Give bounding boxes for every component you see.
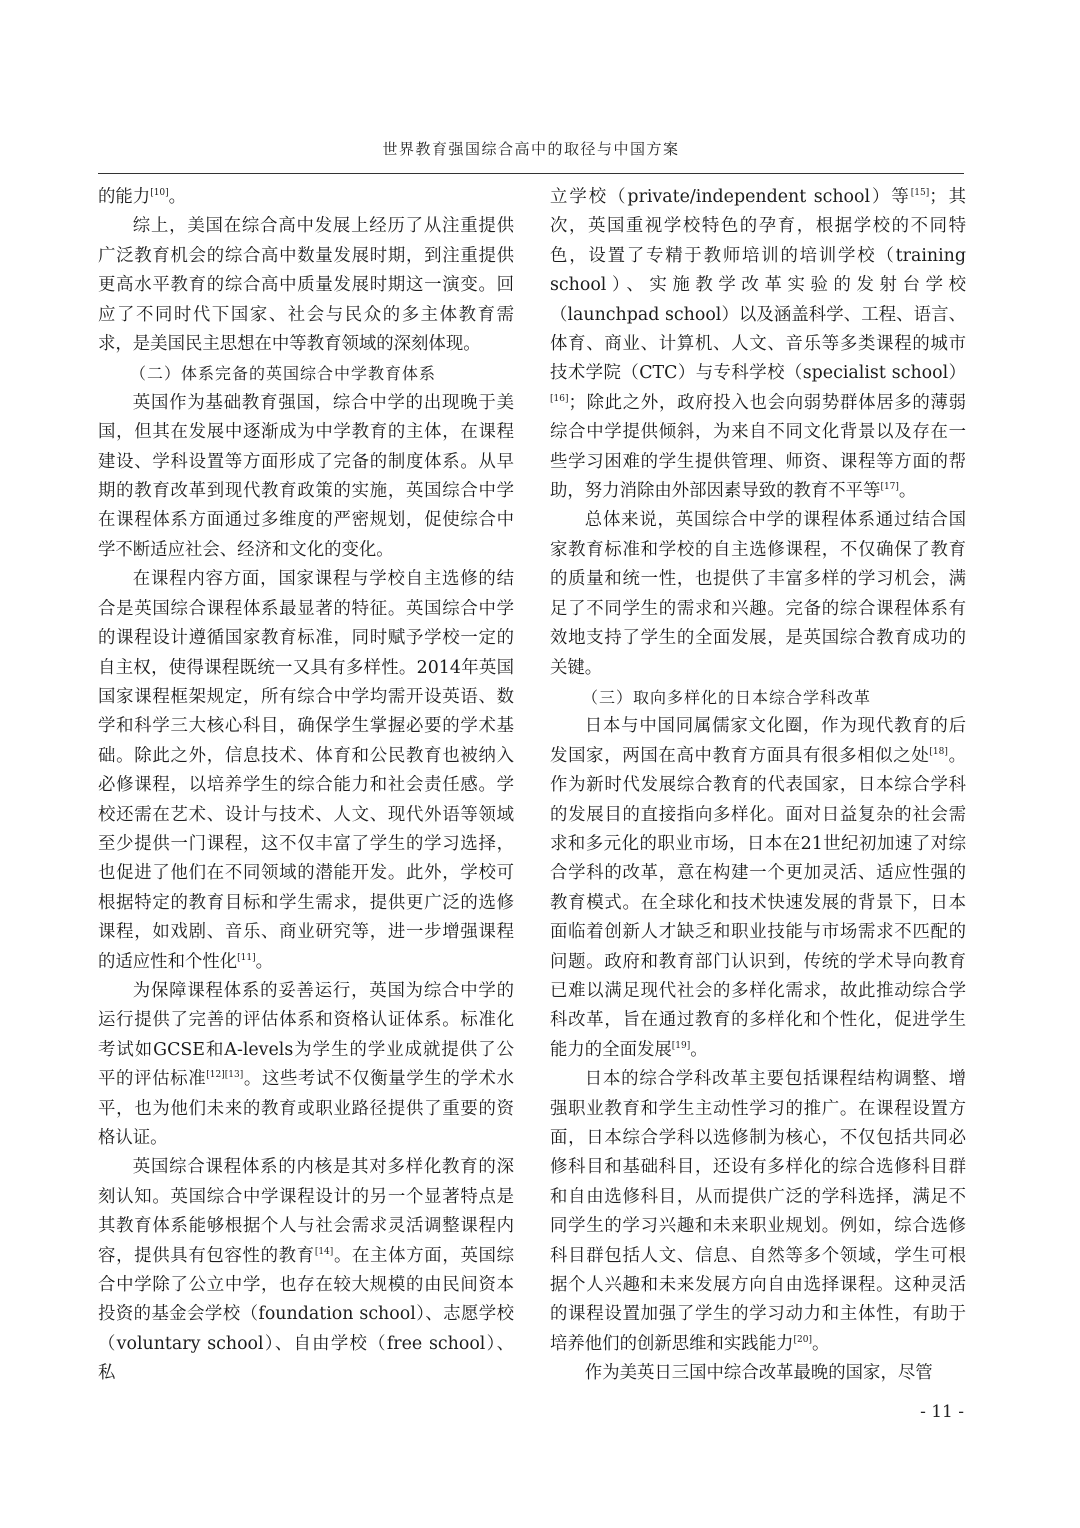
paragraph: 在课程内容方面，国家课程与学校自主选修的结合是英国综合课程体系最显著的特征。英国综合中学的课程设计遵循国家教育标准，同时赋予学校一定的自主权，使得课程既统一又具有多样性。2014年英国国家课程框架规定，所有综合中学均需开设英语、数学和科学三大核心科目，确保学生掌握必要的学术基础。除此之外，信息技术、体育和公民教育也被纳入必修课程，以培养学生的综合能力和社会责任感。学校还需在艺术、设计与技术、人文、现代外语等领域至少提供一门课程，这不仅丰富了学生的学习选择，也促进了他们在不同领域的潜能开发。此外，学校可根据特定的教育目标和学生需求，提供更广泛的选修课程，如戏剧、音乐、商业研究等，进一步增强课程的适应性和个性化[11]。 xyxy=(98,569,514,972)
paragraph: 英国综合课程体系的内核是其对多样化教育的深刻认知。英国综合中学课程设计的另一个显著特点是其教育体系能够根据个人与社会需求灵活调整课程内容，提供具有包容性的教育[14]。在主体方面，英国综合中学除了公立中学，也存在较大规模的由民间资本投资的基金会学校（foundation school）、志愿学校（voluntary school）、自由学校（free school）、私 xyxy=(98,1157,514,1384)
page-number: - 11 - xyxy=(920,1402,964,1422)
left-column xyxy=(98,183,514,1389)
paragraph: 日本的综合学科改革主要包括课程结构调整、增强职业教育和学生主动性学习的推广。在课程设置方面，日本综合学科以选修制为核心，不仅包括共同必修科目和基础科目，还设有多样化的综合选修科目群和自由选修科目，从而提供广泛的学科选择，满足不同学生的学习兴趣和未来职业规划。例如，综合选修科目群包括人文、信息、自然等多个领域，学生可根据个人兴趣和未来发展方向自由选择课程。这种灵活的课程设置加强了学生的学习动力和主体性，有助于培养他们的创新思维和实践能力[20]。 xyxy=(550,1069,966,1354)
section-heading: （三）取向多样化的日本综合学科改革 xyxy=(582,687,872,707)
citation: [10] xyxy=(150,188,169,198)
right-column xyxy=(550,183,966,1389)
citation: [17] xyxy=(880,482,899,493)
paragraph: 立学校（private/independent school）等[15]；其次，英国重视学校特色的孕育，根据学校的不同特色，设置了专精于教师培训的培训学校（training school）、实施教学改革实验的发射台学校（launchpad school）以及涵盖科学、工程、语言、体育、商业、计算机、人文、音乐等多类课程的城市技术学院（CTC）与专科学校（specialist school）[16]；除此之外，政府投入也会向弱势群体居多的薄弱综合中学提供倾斜，为来自不同文化背景以及存在一些学习困难的学生提供管理、师资、课程等方面的帮助，努力消除由外部因素导致的教育不平等[17]。 xyxy=(550,187,966,502)
header-rule xyxy=(98,173,964,174)
paragraph: 综上，美国在综合高中发展上经历了从注重提供广泛教育机会的综合高中数量发展时期，到注重提供更高水平教育的综合高中质量发展时期这一演变。回应了不同时代下国家、社会与民众的多主体教育需求，是美国民主思想在中等教育领域的深刻体现。 xyxy=(98,216,514,355)
paragraph: 日本与中国同属儒家文化圈，作为现代教育的后发国家，两国在高中教育方面具有很多相似之处[18]。作为新时代发展综合教育的代表国家，日本综合学科的发展目的直接指向多样化。面对日益复杂的社会需求和多元化的职业市场，日本在21世纪初加速了对综合学科的改革，意在构建一个更加灵活、适应性强的教育模式。在全球化和技术快速发展的背景下，日本面临着创新人才缺乏和职业技能与市场需求不匹配的问题。政府和教育部门认识到，传统的学术导向教育已难以满足现代社会的多样化需求，故此推动综合学科改革，旨在通过教育的多样化和个性化，促进学生能力的全面发展[19]。 xyxy=(550,716,966,1060)
paragraph: 英国作为基础教育强国，综合中学的出现晚于美国，但其在发展中逐渐成为中学教育的主体，在课程建设、学科设置等方面形成了完备的制度体系。从早期的教育改革到现代教育政策的实施，英国综合中学在课程体系方面通过多维度的严密规划，促使综合中学不断适应社会、经济和文化的变化。 xyxy=(98,392,514,560)
paragraph: 的能力[10]。 xyxy=(98,187,187,207)
running-header: 世界教育强国综合高中的取径与中国方案 xyxy=(382,140,680,158)
paragraph: 为保障课程体系的妥善运行，英国为综合中学的运行提供了完善的评估体系和资格认证体系。标准化考试如GCSE和A-levels为学生的学业成就提供了公平的评估标准[12][13]。这些考试不仅衡量学生的学术水平，也为他们未来的教育或职业路径提供了重要的资格认证。 xyxy=(98,980,514,1148)
section-heading: （二）体系完备的英国综合中学教育体系 xyxy=(130,364,437,384)
citation: [11] xyxy=(237,952,256,963)
citation: [12][13] xyxy=(206,1070,244,1081)
paragraph: 作为美英日三国中综合改革最晚的国家，尽管 xyxy=(584,1363,933,1384)
citation: [16] xyxy=(550,393,569,404)
citation: [14] xyxy=(314,1246,334,1257)
citation: [15] xyxy=(910,188,930,198)
citation: [19] xyxy=(671,1040,691,1051)
paragraph: 总体来说，英国综合中学的课程体系通过结合国家教育标准和学校的自主选修课程，不仅确保了教育的质量和统一性，也提供了丰富多样的学习机会，满足了不同学生的需求和兴趣。完备的综合课程体系有效地支持了学生的全面发展，是英国综合教育成功的关键。 xyxy=(550,510,966,678)
citation: [18] xyxy=(929,746,948,757)
citation: [20] xyxy=(793,1334,812,1345)
